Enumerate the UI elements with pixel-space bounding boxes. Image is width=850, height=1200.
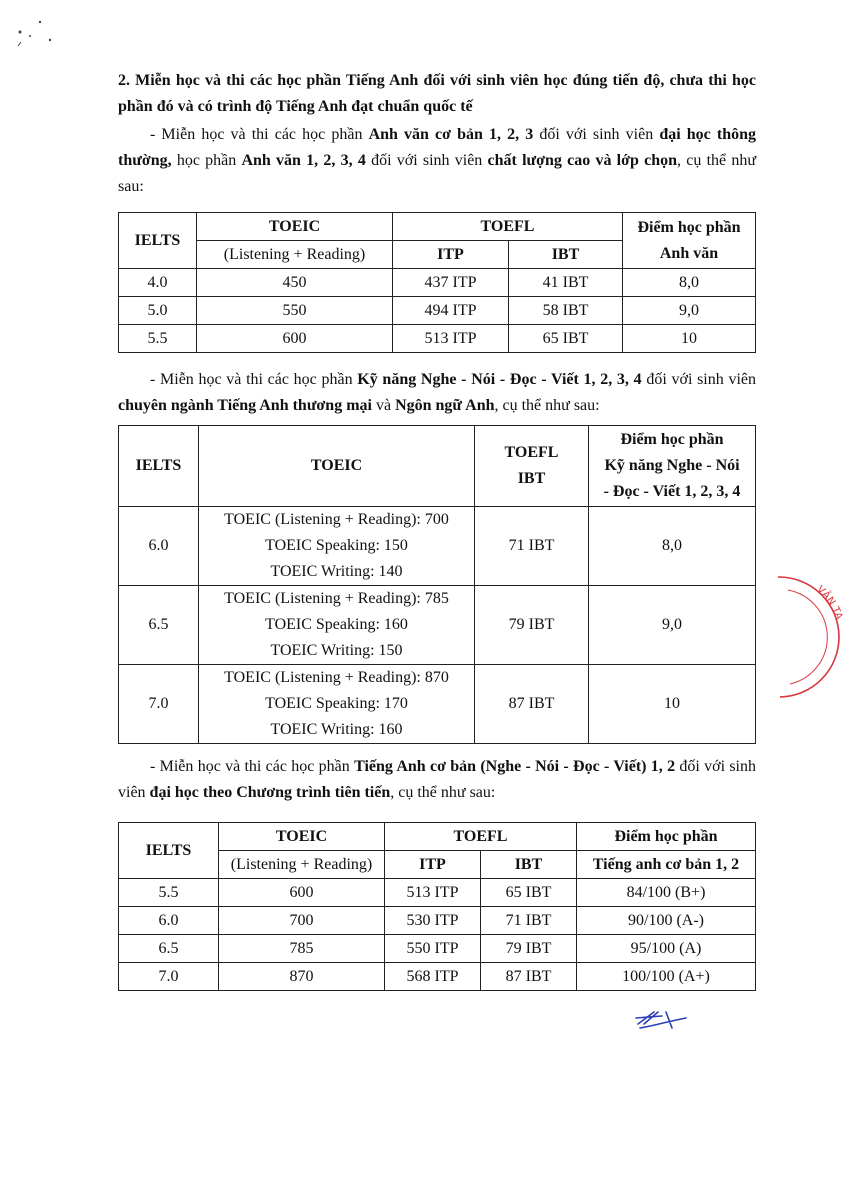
table-row xyxy=(119,325,756,353)
header-score xyxy=(589,426,756,507)
bold-run: Tiếng Anh cơ bản (Nghe - Nói - Đọc - Viết) 1, 2 xyxy=(354,758,676,775)
cell-ielts: 6.0 xyxy=(119,507,199,586)
cell-score: 84/100 (B+) xyxy=(577,879,756,907)
text-run: - Miễn học và thi các học phần xyxy=(150,126,369,143)
cell-toeic: 870 xyxy=(219,963,385,991)
cell-itp: 437 ITP xyxy=(393,269,509,297)
scan-marks xyxy=(10,14,60,59)
header-score-line: Anh văn xyxy=(659,244,719,262)
table-row xyxy=(119,963,756,991)
header-toeic: TOEIC xyxy=(197,213,393,241)
table-row xyxy=(119,586,756,665)
header-toefl-line: TOEFL xyxy=(504,444,559,461)
cell-score: 8,0 xyxy=(623,269,756,297)
paragraph-3 xyxy=(118,754,756,806)
text-run: và xyxy=(371,397,396,414)
cell-ielts: 5.5 xyxy=(119,325,197,353)
bold-run: Anh văn cơ bản 1, 2, 3 xyxy=(368,126,534,143)
bold-run: Ngôn ngữ Anh xyxy=(395,397,495,414)
header-score-line: - Đọc - Viết 1, 2, 3, 4 xyxy=(603,483,741,500)
header-ibt: IBT xyxy=(481,851,577,879)
bold-run: chuyên ngành Tiếng Anh thương mại xyxy=(118,397,372,414)
header-score-line: Điểm học phần xyxy=(620,431,724,448)
cell-score: 100/100 (A+) xyxy=(577,963,756,991)
cell-toeic xyxy=(199,507,475,586)
cell-ibt: 87 IBT xyxy=(475,665,589,744)
header-toefl: TOEFL xyxy=(385,823,577,851)
cell-ibt: 41 IBT xyxy=(509,269,623,297)
header-ielts: IELTS xyxy=(119,823,219,879)
cell-score: 10 xyxy=(589,665,756,744)
cell-ielts: 4.0 xyxy=(119,269,197,297)
cell-ielts: 5.5 xyxy=(119,879,219,907)
toeic-speaking: TOEIC Speaking: 150 xyxy=(265,537,408,554)
table-exemption-advanced-program xyxy=(118,822,756,991)
cell-ielts: 6.0 xyxy=(119,907,219,935)
initial-signature xyxy=(632,1006,690,1034)
cell-score: 10 xyxy=(623,325,756,353)
text-run: đối với sinh viên xyxy=(118,758,757,801)
text-run: - Miễn học và thi các học phần xyxy=(150,758,355,775)
cell-itp: 530 ITP xyxy=(385,907,481,935)
text-run: đối với sinh viên xyxy=(533,126,660,143)
cell-ibt: 58 IBT xyxy=(509,297,623,325)
cell-ielts: 5.0 xyxy=(119,297,197,325)
cell-ielts: 7.0 xyxy=(119,963,219,991)
cell-score: 9,0 xyxy=(623,297,756,325)
header-itp: ITP xyxy=(385,851,481,879)
toeic-lr: TOEIC (Listening + Reading): 785 xyxy=(224,590,449,607)
cell-itp: 550 ITP xyxy=(385,935,481,963)
paragraph-2 xyxy=(118,367,756,419)
header-toefl: TOEFL xyxy=(393,213,623,241)
table-row xyxy=(119,879,756,907)
bold-run: chất lượng cao và lớp chọn xyxy=(487,152,678,169)
cell-toeic xyxy=(199,586,475,665)
header-toefl-line: IBT xyxy=(517,470,546,487)
header-toefl xyxy=(475,426,589,507)
cell-toeic xyxy=(199,665,475,744)
bold-run: đại học theo Chương trình tiên tiến xyxy=(149,784,391,801)
toeic-writing: TOEIC Writing: 150 xyxy=(270,642,403,659)
bold-run: Anh văn 1, 2, 3, 4 xyxy=(241,152,366,169)
cell-score: 8,0 xyxy=(589,507,756,586)
cell-toeic: 450 xyxy=(197,269,393,297)
header-ielts: IELTS xyxy=(119,426,199,507)
toeic-writing: TOEIC Writing: 140 xyxy=(270,563,403,580)
header-toeic: TOEIC xyxy=(199,426,475,507)
header-itp: ITP xyxy=(393,241,509,269)
header-toeic: TOEIC xyxy=(219,823,385,851)
table-header-row xyxy=(119,426,756,507)
table-header-row xyxy=(119,823,756,851)
bold-run: Kỹ năng Nghe - Nói - Đọc - Viết 1, 2, 3, 4 xyxy=(357,371,642,388)
text-run: đối với sinh viên xyxy=(641,371,756,388)
cell-ielts: 6.5 xyxy=(119,586,199,665)
seal-lettering: VĂN TA xyxy=(814,584,845,622)
cell-toeic: 550 xyxy=(197,297,393,325)
text-run: , cụ thể như sau: xyxy=(118,152,757,195)
header-score-1: Điểm học phần xyxy=(577,823,756,851)
table-row xyxy=(119,297,756,325)
cell-ielts: 6.5 xyxy=(119,935,219,963)
table-row xyxy=(119,269,756,297)
header-toeic-sub: (Listening + Reading) xyxy=(219,851,385,879)
cell-score: 95/100 (A) xyxy=(577,935,756,963)
cell-toeic: 600 xyxy=(197,325,393,353)
bold-run: đại học thông thường, xyxy=(118,126,757,169)
cell-ibt: 79 IBT xyxy=(481,935,577,963)
text-run: , cụ thể như sau: xyxy=(390,784,496,801)
cell-ibt: 65 IBT xyxy=(481,879,577,907)
cell-toeic: 700 xyxy=(219,907,385,935)
table-header-row xyxy=(119,213,756,241)
header-ibt: IBT xyxy=(509,241,623,269)
paragraph-1 xyxy=(118,122,756,200)
red-seal-stamp xyxy=(770,572,850,702)
cell-itp: 494 ITP xyxy=(393,297,509,325)
cell-ibt: 71 IBT xyxy=(475,507,589,586)
table-row xyxy=(119,507,756,586)
text-run: - Miễn học và thi các học phần xyxy=(150,371,358,388)
table-exemption-english-major xyxy=(118,425,756,744)
table-row xyxy=(119,665,756,744)
text-run: học phần xyxy=(171,152,242,169)
table-row xyxy=(119,907,756,935)
toeic-speaking: TOEIC Speaking: 160 xyxy=(265,616,408,633)
document-page xyxy=(118,68,756,991)
header-score-2: Tiếng anh cơ bản 1, 2 xyxy=(577,851,756,879)
seal-inner-arc xyxy=(788,590,827,684)
toeic-writing: TOEIC Writing: 160 xyxy=(270,721,403,738)
cell-toeic: 785 xyxy=(219,935,385,963)
section-heading: 2. Miễn học và thi các học phần Tiếng Anh đối với sinh viên học đúng tiến độ, chưa thi học phần đó và có trình độ Tiếng Anh đạt chuẩn quốc tế xyxy=(118,72,756,115)
toeic-lr: TOEIC (Listening + Reading): 700 xyxy=(224,511,449,528)
cell-toeic: 600 xyxy=(219,879,385,907)
cell-ielts: 7.0 xyxy=(119,665,199,744)
header-score-line: Kỹ năng Nghe - Nói xyxy=(604,457,740,474)
cell-ibt: 79 IBT xyxy=(475,586,589,665)
cell-ibt: 71 IBT xyxy=(481,907,577,935)
cell-itp: 568 ITP xyxy=(385,963,481,991)
header-ielts: IELTS xyxy=(119,213,197,269)
text-run: , cụ thể như sau: xyxy=(494,397,600,414)
text-run: đối với sinh viên xyxy=(365,152,488,169)
cell-itp: 513 ITP xyxy=(385,879,481,907)
cell-score: 9,0 xyxy=(589,586,756,665)
cell-ibt: 65 IBT xyxy=(509,325,623,353)
header-score-line: Điểm học phần xyxy=(637,218,741,236)
toeic-speaking: TOEIC Speaking: 170 xyxy=(265,695,408,712)
cell-score: 90/100 (A-) xyxy=(577,907,756,935)
cell-itp: 513 ITP xyxy=(393,325,509,353)
cell-ibt: 87 IBT xyxy=(481,963,577,991)
header-score xyxy=(623,213,756,269)
table-exemption-regular xyxy=(118,212,756,353)
toeic-lr: TOEIC (Listening + Reading): 870 xyxy=(224,669,449,686)
scan-dots-decoration xyxy=(10,14,60,54)
table-row xyxy=(119,935,756,963)
header-toeic-sub: (Listening + Reading) xyxy=(197,241,393,269)
